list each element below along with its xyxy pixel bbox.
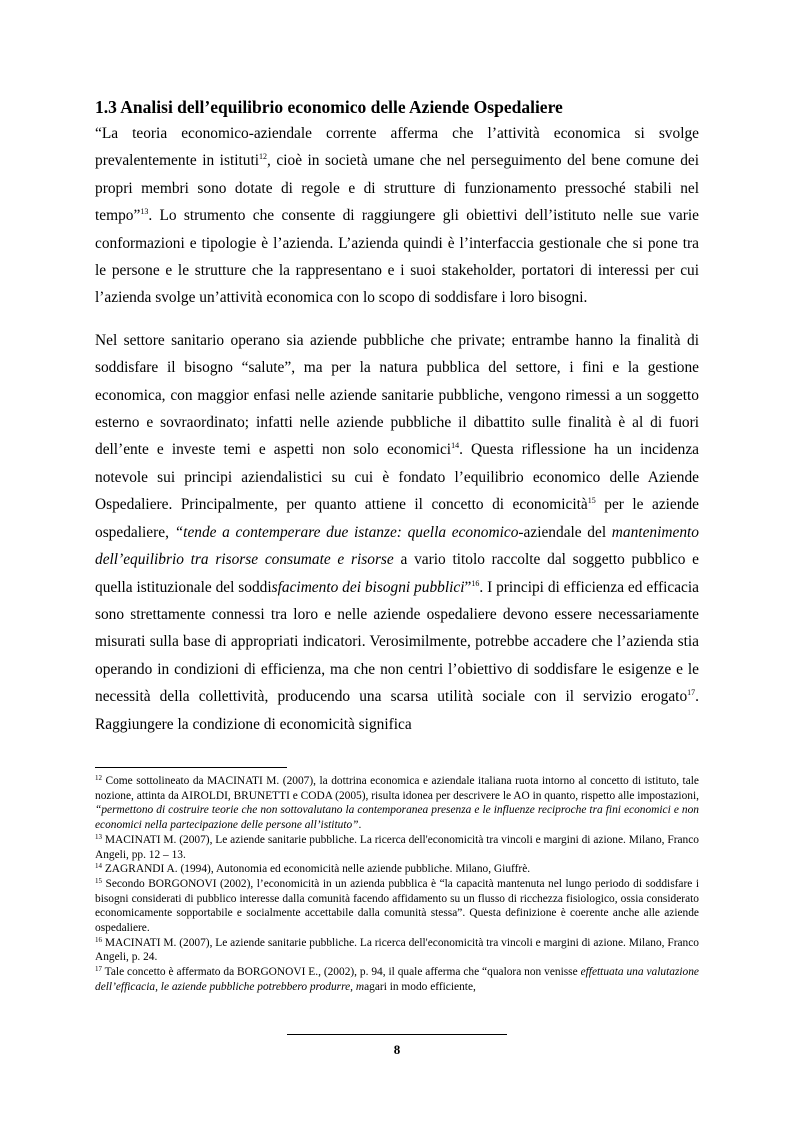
footnote-text: ZAGRANDI A. (1994), Autonomia ed economicità nelle aziende pubbliche. Milano, Giuffrè. <box>102 863 531 876</box>
page-number-rule <box>287 1034 507 1035</box>
text-run: , cioè in società umane che nel perseguimento del bene comune dei propri membri sono dotate di regole e di strutture di funzionamento pressoché stabili nel tempo” <box>95 152 699 225</box>
footnote-text: MACINATI M. (2007), Le aziende sanitarie pubbliche. La ricerca dell'economicità tra vincoli e margini di azione. Milano, Franco Angeli, pp. 12 – 13. <box>95 833 699 861</box>
footnote-ref-13[interactable]: 13 <box>140 207 149 217</box>
footnote-text: Come sottolineato da MACINATI M. (2007), la dottrina economica e aziendale italiana ruota intorno al concetto di istituto, tale nozione, attinta da AIROLDI, BRUNETTI e CODA (2005), risulta idonea per descrivere le AO in quanto, rispetto alle impostazioni, <box>95 775 699 802</box>
footnote-text: MACINATI M. (2007), Le aziende sanitarie pubbliche. La ricerca dell'economicità tra vincoli e margini di azione. Milano, Franco Angeli, p. 24. <box>95 936 699 964</box>
footnote-ref-12[interactable]: 12 <box>259 152 268 162</box>
italic-quote: sfacimento dei bisogni pubblici <box>271 578 465 596</box>
footnote-ref-16[interactable]: 16 <box>471 578 480 588</box>
footnote-ref-15[interactable]: 15 <box>587 496 596 506</box>
paragraph-2 <box>95 327 699 738</box>
footnote-number: 12 <box>95 774 102 782</box>
text-run: per le aziende ospedaliere, <box>95 496 699 541</box>
footnote-14 <box>95 862 699 877</box>
text-run: “La teoria economico-aziendale corrente afferma che l’attività economica si svolge prevalentemente in istituti <box>95 125 699 170</box>
footnote-text: Secondo BORGONOVI (2002), l’economicità in un azienda pubblica è “la capacità mantenuta nel lungo periodo di soddisfare i bisogni considerati di pubblico interesse dalla comunità facendo affidamento su un flusso di ricchezza fisiologico, ossia considerato economicamente sopportabile e socialmente accettabile dalla comunità stessa”. Questa definizione è coerente anche alle aziende ospedaliere. <box>95 877 699 935</box>
text-run: aziendale del <box>523 523 612 541</box>
text-run: . Lo strumento che consente di raggiungere gli obiettivi dell’istituto nelle sue varie conformazioni e tipologie è l’azienda. L’azienda quindi è l’interfaccia gestionale che si pone tra le persone e le strutture che la rappresentano e i suoi stakeholder, portatori di interessi per cui l’azienda svolge un’attività economica con lo scopo di soddisfare i loro bisogni. <box>95 207 699 307</box>
footnote-separator <box>95 767 287 768</box>
text-run: a vario titolo raccolte dal soggetto pubblico e quella istituzionale del soddi <box>95 551 699 596</box>
footnote-12 <box>95 774 699 833</box>
footnote-italic: effettuata una valutazione dell’efficacia, le aziende pubbliche potrebbero produrre, m <box>95 966 699 993</box>
footnote-13 <box>95 833 699 862</box>
text-run: Nel settore sanitario operano sia aziende pubbliche che private; entrambe hanno la finalità di soddisfare il bisogno “salute”, ma per la natura pubblica del settore, i fini e la gestione economica, con maggior enfasi nelle aziende sanitarie pubbliche, vengono rimessi a un soggetto esterno e sovraordinato; infatti nelle aziende pubbliche il dibattito sulle finalità è al di fuori dell’ente e investe temi e aspetti non solo economici <box>95 331 699 459</box>
section-heading: 1.3 Analisi dell’equilibrio economico delle Aziende Ospedaliere <box>95 97 563 117</box>
footnote-number: 16 <box>95 935 102 944</box>
footnote-ref-14[interactable]: 14 <box>451 441 460 451</box>
footnote-number: 17 <box>95 965 102 974</box>
italic-quote: mantenimento dell’equilibrio tra risorse consumate e risorse <box>95 523 699 569</box>
text-run: ” <box>464 578 472 596</box>
footnote-number: 15 <box>95 876 102 885</box>
footnotes <box>95 774 699 995</box>
footnote-ref-17[interactable]: 17 <box>687 688 696 698</box>
paragraph-1 <box>95 120 699 312</box>
text-run: . Raggiungere la condizione di economicità significa <box>95 688 699 733</box>
italic-quote: “tende a contemperare due istanze: quella economico- <box>174 523 524 541</box>
text-run: . Questa riflessione ha un incidenza notevole sui principi aziendalistici su cui è fondato l’equilibrio economico delle Aziende Ospedaliere. Principalmente, per quanto attiene il concetto di economicità <box>95 441 699 514</box>
footnote-15 <box>95 877 699 936</box>
main-content <box>95 96 699 738</box>
page-number: 8 <box>393 1042 401 1057</box>
footnote-number: 13 <box>95 832 102 841</box>
footnote-16 <box>95 936 699 965</box>
footnote-17 <box>95 965 699 994</box>
footnote-text: Tale concetto è affermato da BORGONOVI E., (2002), p. 94, il quale afferma che “qualora non venisse <box>102 966 581 979</box>
footnote-text: . <box>358 819 362 832</box>
footnote-italic: “permettono di costruire teorie che non sottovalutano la contemporanea presenza e le influenze reciproche tra fini economici e non economici nella partecipazione delle persone all’istituto” <box>95 804 699 832</box>
text-run: . I principi di efficienza ed efficacia sono strettamente connessi tra loro e nelle aziende ospedaliere devono essere necessariamente misurati sulla base di appropriati indicatori. Verosimilmente, potrebbe accadere che l’azienda stia operando in condizioni di efficienza, ma che non centri l’obiettivo di soddisfare le esigenze e le necessità della collettività, producendo una scarsa utilità sociale con il servizio erogato <box>95 578 699 706</box>
footnote-number: 14 <box>95 862 102 871</box>
footnote-text: agari in modo efficiente, <box>364 980 476 993</box>
